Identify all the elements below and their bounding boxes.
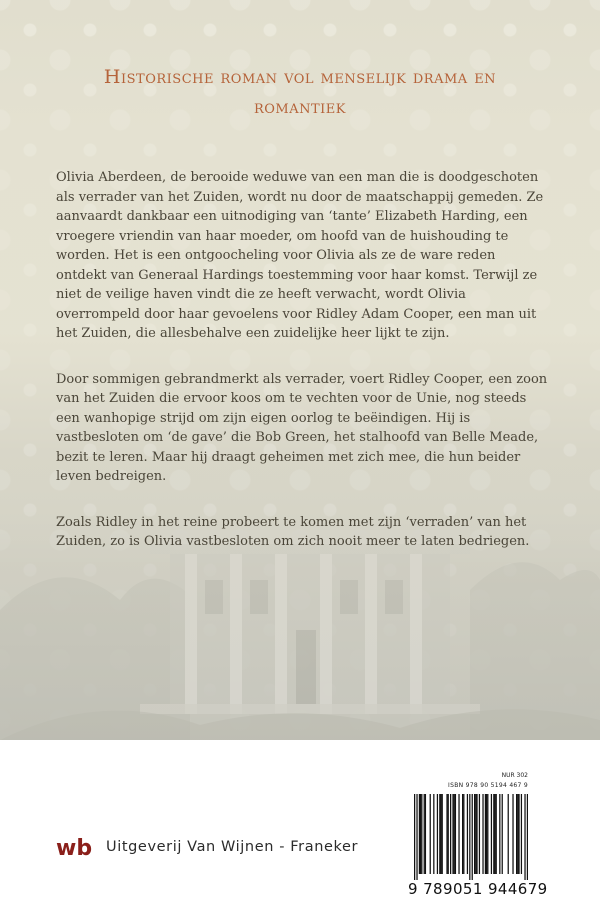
- barcode-bar: [491, 794, 492, 874]
- barcode-bar: [462, 794, 463, 874]
- blurb-paragraph-1: Olivia Aberdeen, de berooide weduwe van een man die is doodgeschoten als verrader van het Zuiden, wordt nu door de maatschappij gemeden. Ze aanvaardt dankbaar een uitnodiging van ‘tante’ Elizabeth Harding, een vroegere vriendin van haar moeder, om hoofd van de huishouding te worden. Het is een ontgoocheling voor Olivia als ze de ware reden ontdekt van Generaal Hardings toestemming voor haar komst. Terwijl ze niet de veilige haven vindt die ze heeft verwacht, wordt Olivia overrompeld door haar gevoelens voor Ridley Adam Cooper, een man uit het Zuiden, die allesbehalve een zuidelijke heer lijkt te zijn.: [56, 170, 544, 341]
- barcode-bar: [458, 794, 459, 874]
- barcode-bar: [425, 794, 426, 874]
- barcode-bar: [421, 794, 422, 874]
- blurb: [56, 168, 548, 578]
- barcode-bar: [485, 794, 486, 874]
- barcode-bar: [517, 794, 518, 874]
- barcode-bar: [472, 794, 473, 880]
- barcode-bar: [508, 794, 509, 874]
- barcode-bar: [446, 794, 447, 874]
- barcode-bar: [452, 794, 453, 874]
- blurb-paragraph-3: Zoals Ridley in het reine probeert te komen met zijn ‘verraden’ van het Zuiden, zo is Olivia vastbesloten om zich nooit meer te laten bedriegen.: [56, 514, 530, 549]
- publisher-logo-text: wb: [56, 836, 92, 860]
- barcode-bar: [442, 794, 443, 874]
- barcode-bar: [524, 794, 525, 880]
- barcode-bar: [502, 794, 503, 874]
- publisher-block: [56, 834, 358, 860]
- barcode-block: [408, 772, 548, 902]
- barcode-bar: [469, 794, 470, 880]
- barcode-bar: [424, 794, 425, 874]
- publisher-logo-icon: [56, 834, 92, 860]
- publisher-name: Uitgeverij Van Wijnen - Franeker: [106, 839, 359, 855]
- barcode-bar: [518, 794, 519, 874]
- barcode-bars: [414, 794, 528, 880]
- barcode-bar: [463, 794, 464, 874]
- barcode-bar: [440, 794, 441, 874]
- barcode-bar: [479, 794, 480, 874]
- barcode-bar: [420, 794, 421, 874]
- barcode-bar: [512, 794, 513, 874]
- barcode-bar: [499, 794, 500, 874]
- barcode-bar: [496, 794, 497, 874]
- barcode-bar: [474, 794, 475, 874]
- barcode-bar: [455, 794, 456, 874]
- tagline-heading: Historische roman vol menselijk drama en romantiek: [103, 66, 497, 118]
- barcode-bar: [493, 794, 494, 874]
- barcode-bar: [450, 794, 451, 874]
- barcode-bar: [416, 794, 417, 880]
- barcode-bar: [439, 794, 440, 874]
- nur-code: NUR 302: [501, 772, 528, 779]
- barcode-bar: [487, 794, 488, 874]
- barcode-bar: [476, 794, 477, 874]
- barcode-bar: [527, 794, 528, 880]
- barcode-bar: [486, 794, 487, 874]
- barcode-bar: [437, 794, 438, 874]
- barcode-bar: [414, 794, 415, 880]
- isbn-number: ISBN 978 90 5194 467 9: [448, 782, 528, 789]
- barcode-bar: [433, 794, 434, 874]
- blurb-paragraph-2: Door sommigen gebrandmerkt als verrader, voert Ridley Cooper, een zoon van het Zuiden die ervoor koos om te vechten voor de Unie, nog steeds een wanhopige strijd om zijn eigen oorlog te beëindigen. Hij is vastbesloten om ‘de gave’ die Bob Green, het stalhoofd van Belle Meade, bezit te leren. Maar hij draagt geheimen met zich mee, die hun beider leven bedreigen.: [56, 371, 548, 484]
- barcode-bar: [521, 794, 522, 874]
- barcode-bar: [475, 794, 476, 874]
- barcode-bar: [454, 794, 455, 874]
- barcode-bar: [448, 794, 449, 874]
- barcode-bar: [430, 794, 431, 874]
- barcode-bar: [419, 794, 420, 874]
- barcode-bar: [482, 794, 483, 874]
- barcode-bar: [467, 794, 468, 874]
- barcode-digits: 9 789051 944679: [408, 880, 548, 898]
- barcode-bar: [516, 794, 517, 874]
- barcode-bar: [494, 794, 495, 874]
